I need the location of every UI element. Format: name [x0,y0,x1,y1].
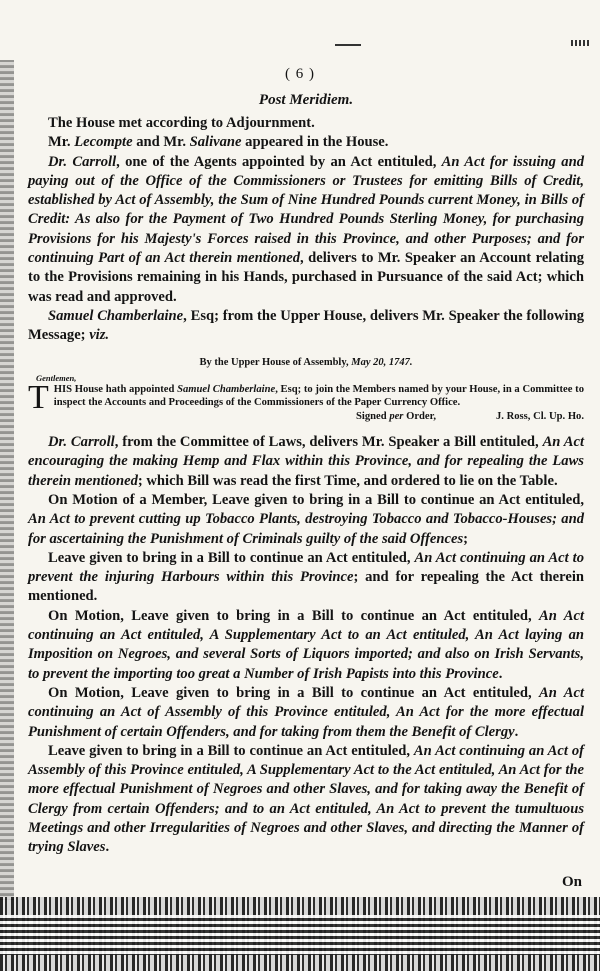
page-number: ( 6 ) [285,66,315,82]
page-content [28,92,584,858]
act-title: An Act for issuing and paying out of the Office of the Commissioners or Trustees for emitting Bills of Credit, established by Act of Assembly, the Sum of Nine Hundred Pounds current Money, in Bills of Credit: As also for the Payment of Two Hundred Pounds Sterling Money, for purchasing Provisions for his Majesty's Forces raised in this Province, and other Purposes; and for continuing Part of an Act therein mentioned [28,153,584,267]
paragraph-3: Dr. Carroll, one of the Agents appointed by an Act entituled, An Act for issuing and paying out of the Office of the Commissioners or Trustees for emitting Bills of Credit, established by Act of Assembly, the Sum of Nine Hundred Pounds current Money, in Bills of Credit: As also for the Payment of Two Hundred Pounds Sterling Money, for purchasing Provisions for his Majesty's Forces raised in this Province, and other Purposes; and for continuing Part of an Act therein mentioned, delivers to Mr. Speaker an Account relating to the Provisions remaining in his Hands, purchased in Pursuance of the said Act; which was read and approved. [28,153,584,305]
act-title: An Act continuing an Act entituled, A Supplementary Act to an Act entituled, An Act laying an Imposition on Negroes, and several Sorts of Liquors imported; and also on Irish Servants, to prevent the importing too great a Number of Irish Papists into this Province [28,607,584,682]
member-name: Salivane [189,134,242,151]
message-salutation: Gentlemen, [36,372,77,383]
paragraph-2: Mr. Lecompte and Mr. Salivane appeared in the House. [48,134,389,151]
paragraph-10: Leave given to bring in a Bill to continue an Act entituled, An Act continuing an Act of Assembly of this Province entituled, A Supplementary Act to the Act entituled, An Act for the more effectual Punishment of Negroes and other Slaves, and for taking away the Benefit of Clergy from certain Offenders; and to an Act entituled, An Act to prevent the tumultuous Meetings and other Irregularities of Negroes and other Slaves, and directing the Manner of trying Slaves. [28,742,584,856]
act-title: An Act continuing an Act to prevent the injuring Harbours within this Province [28,549,584,586]
paragraph-1: The House met according to Adjournment. [48,115,315,131]
act-title: An Act continuing an Act of Assembly of this Province entituled, A Supplementary Act to the Act entituled, An Act for the more effectual Punishment of Negroes and other Slaves, and for taking away the Benefit of Clergy from certain Offenders; and to an Act entituled, An Act to prevent the tumultuous Meetings and other Irregularities of Negroes and other Slaves, and directing the Manner of trying Slaves [28,742,584,856]
act-title: An Act continuing an Act of Assembly of this Province entituled, An Act for the more effectual Punishment of certain Offenders, and for taking from them the Benefit of Clergy [28,684,584,740]
scan-artifact [0,897,600,971]
paragraph-7: Leave given to bring in a Bill to continue an Act entituled, An Act continuing an Act to prevent the injuring Harbours within this Province; and for repealing the Act therein mentioned. [28,549,584,605]
paragraph-8: On Motion, Leave given to bring in a Bill to continue an Act entituled, An Act continuing an Act entituled, A Supplementary Act to an Act entituled, An Act laying an Imposition on Negroes, and several Sorts of Liquors imported; and also on Irish Servants, to prevent the importing too great a Number of Irish Papists into this Province. [28,607,584,682]
section-heading: Post Meridiem. [258,92,354,108]
message-header: By the Upper House of Assembly, May 20, 1747. [199,356,413,368]
act-title: An Act to prevent cutting up Tobacco Plants, destroying Tobacco and Tobacco-Houses; and for ascertaining the Punishment of Criminals guilty of the said Offences [28,511,584,547]
drop-cap: T [28,379,49,417]
message-body: HIS House hath appointed Samuel Chamberlaine, Esq; to join the Members named by your House, in a Committee to inspect the Accounts and Proceedings of the Commissioners of the Paper Currency Office. [53,384,584,408]
print-marks [335,38,595,52]
message-signature: Signed per Order, J. Ross, Cl. Up. Ho. [356,411,584,423]
paragraph-5: Dr. Carroll, from the Committee of Laws, delivers Mr. Speaker a Bill entituled, An Act encouraging the making Hemp and Flax within this Province, and for repealing the Laws therein mentioned; which Bill was read the first Time, and ordered to lie on the Table. [28,434,584,489]
member-name: Lecompte [74,134,133,151]
act-title: An Act encouraging the making Hemp and Flax within this Province, and for repealing the Laws therein mentioned [28,434,584,489]
paragraph-9: On Motion, Leave given to bring in a Bill to continue an Act entituled, An Act continuing an Act of Assembly of this Province entituled, An Act for the more effectual Punishment of certain Offenders, and for taking from them the Benefit of Clergy. [28,684,584,740]
signature-name: J. Ross, Cl. Up. Ho. [496,411,584,423]
paragraph-4: Samuel Chamberlaine, Esq; from the Upper House, delivers Mr. Speaker the following Message; viz. [28,307,585,344]
binding-gutter [0,60,14,900]
paragraph-6: On Motion of a Member, Leave given to bring in a Bill to continue an Act entituled, An Act to prevent cutting up Tobacco Plants, destroying Tobacco and Tobacco-Houses; and for ascertaining the Punishment of Criminals guilty of the said Offences; [28,491,584,547]
catchword: On [561,874,582,890]
